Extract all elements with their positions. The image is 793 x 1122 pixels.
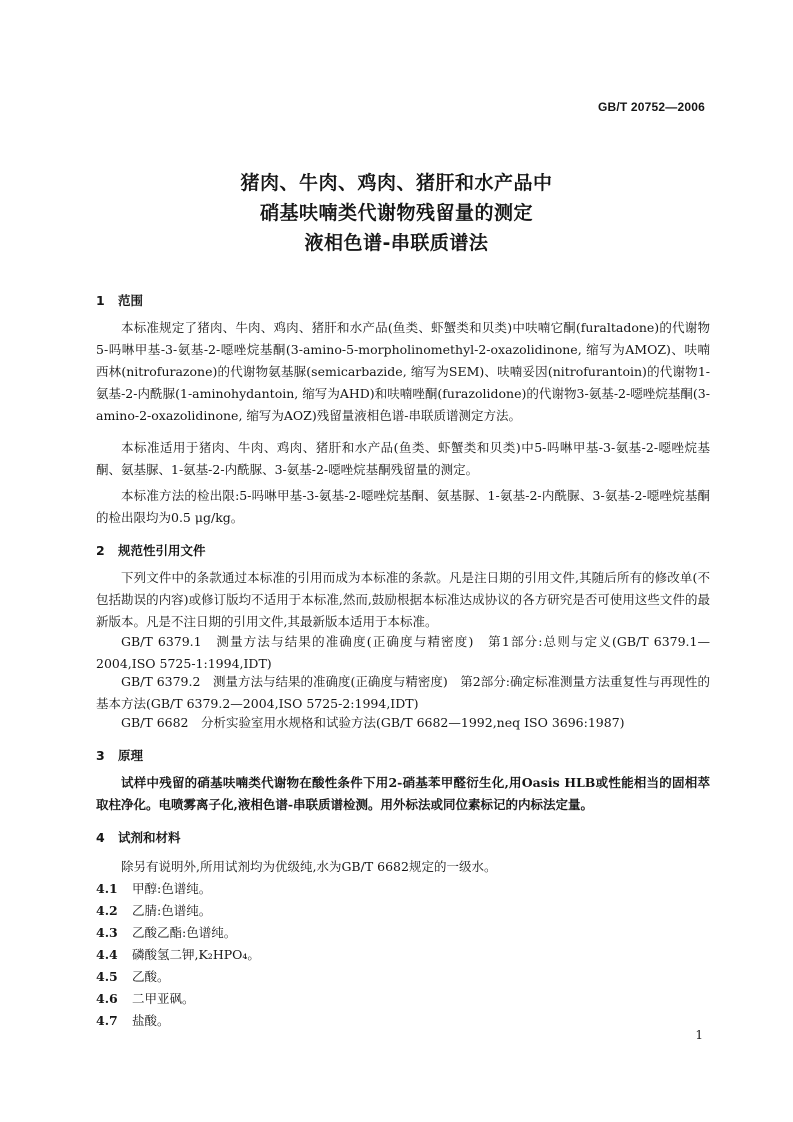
reagent-item <box>96 944 260 966</box>
section-3-title: 原理 <box>118 748 144 763</box>
title-line-1: 猪肉、牛肉、鸡肉、猪肝和水产品中 <box>240 172 553 194</box>
section-3-paragraph-1: 试样中残留的硝基呋喃类代谢物在酸性条件下用2-硝基苯甲醛衍生化,用Oasis HLB或性能相当的固相萃取柱净化。电喷雾离子化,液相色谱-串联质谱检测。用外标法或同位素标记的内标法定量。 <box>96 775 710 812</box>
reference-1: GB/T 6379.1 测量方法与结果的准确度(正确度与精密度) 第1部分:总则与定义(GB/T 6379.1—2004,ISO 5725-1:1994,IDT) <box>96 634 710 671</box>
section-3-number: 3 <box>96 748 105 763</box>
reagent-item <box>96 922 236 944</box>
section-2-title: 规范性引用文件 <box>118 543 206 558</box>
reagent-item-number: 4.6 <box>96 991 118 1006</box>
page-number: 1 <box>695 1028 703 1042</box>
standard-code: GB/T 20752—2006 <box>597 100 705 114</box>
reference-2: GB/T 6379.2 测量方法与结果的准确度(正确度与精密度) 第2部分:确定标准测量方法重复性与再现性的基本方法(GB/T 6379.2—2004,ISO 5725-2:1994,IDT) <box>96 674 710 711</box>
reagent-item-text: 乙腈:色谱纯。 <box>132 903 212 918</box>
document-title <box>0 168 793 258</box>
section-1-heading <box>96 291 143 309</box>
section-2-number: 2 <box>96 543 105 558</box>
section-3-heading <box>96 746 143 764</box>
section-1-number: 1 <box>96 293 105 308</box>
reagent-item-number: 4.4 <box>96 947 118 962</box>
section-4-number: 4 <box>96 830 105 845</box>
reagent-item-number: 4.3 <box>96 925 118 940</box>
reagent-item-text: 磷酸氢二钾,K₂HPO₄。 <box>132 947 260 962</box>
reagent-item-text: 乙酸。 <box>132 969 170 984</box>
section-4-heading <box>96 828 181 846</box>
reagent-item-text: 盐酸。 <box>132 1013 170 1028</box>
reference-3: GB/T 6682 分析实验室用水规格和试验方法(GB/T 6682—1992,neq ISO 3696:1987) <box>121 715 625 730</box>
reagent-item-text: 甲醇:色谱纯。 <box>132 881 212 896</box>
section-2-paragraph-1: 下列文件中的条款通过本标准的引用而成为本标准的条款。凡是注日期的引用文件,其随后所有的修改单(不包括勘误的内容)或修订版均不适用于本标准,然而,鼓励根据本标准达成协议的各方研究是否可使用这些文件的最新版本。凡是不注日期的引用文件,其最新版本适用于本标准。 <box>96 570 710 629</box>
reagent-item-number: 4.7 <box>96 1013 118 1028</box>
reagent-item-text: 二甲亚砜。 <box>132 991 195 1006</box>
reagent-item-number: 4.2 <box>96 903 118 918</box>
section-4-paragraph-1: 除另有说明外,所用试剂均为优级纯,水为GB/T 6682规定的一级水。 <box>121 859 497 874</box>
title-line-2: 硝基呋喃类代谢物残留量的测定 <box>259 202 533 224</box>
reagent-item-number: 4.5 <box>96 969 118 984</box>
reagent-item <box>96 988 195 1010</box>
reagent-item <box>96 1010 170 1032</box>
reagent-item-number: 4.1 <box>96 881 118 896</box>
section-1-title: 范围 <box>118 293 144 308</box>
section-1-paragraph-2: 本标准适用于猪肉、牛肉、鸡肉、猪肝和水产品(鱼类、虾蟹类和贝类)中5-吗啉甲基-3-氨基-2-噁唑烷基酮、氨基脲、1-氨基-2-内酰脲、3-氨基-2-噁唑烷基酮残留量的测定。 <box>96 440 710 477</box>
section-1-paragraph-1: 本标准规定了猪肉、牛肉、鸡肉、猪肝和水产品(鱼类、虾蟹类和贝类)中呋喃它酮(furaltadone)的代谢物 5-吗啉甲基-3-氨基-2-噁唑烷基酮(3-amino-5-morpholinomethyl-2-oxazolidinone, 缩写为AMOZ)、呋喃西林(nitrofurazone)的代谢物氨基脲(semicarbazide, 缩写为SEM)、呋喃妥因(nitrofurantoin)的代谢物1-氨基-2-内酰脲(1-aminohydantoin, 缩写为AHD)和呋喃唑酮(furazolidone)的代谢物3-氨基-2-噁唑烷基酮(3-amino-2-oxazolidinone, 缩写为AOZ)残留量液相色谱-串联质谱测定方法。 <box>96 320 710 423</box>
reagent-item <box>96 900 211 922</box>
reagent-item-text: 乙酸乙酯:色谱纯。 <box>132 925 237 940</box>
title-line-3: 液相色谱-串联质谱法 <box>304 232 489 254</box>
section-1-paragraph-3: 本标准方法的检出限:5-吗啉甲基-3-氨基-2-噁唑烷基酮、氨基脲、1-氨基-2-内酰脲、3-氨基-2-噁唑烷基酮的检出限均为0.5 μg/kg。 <box>96 488 710 525</box>
reagent-item <box>96 878 211 900</box>
section-2-heading <box>96 541 206 559</box>
reagent-item <box>96 966 170 988</box>
section-4-title: 试剂和材料 <box>118 830 181 845</box>
